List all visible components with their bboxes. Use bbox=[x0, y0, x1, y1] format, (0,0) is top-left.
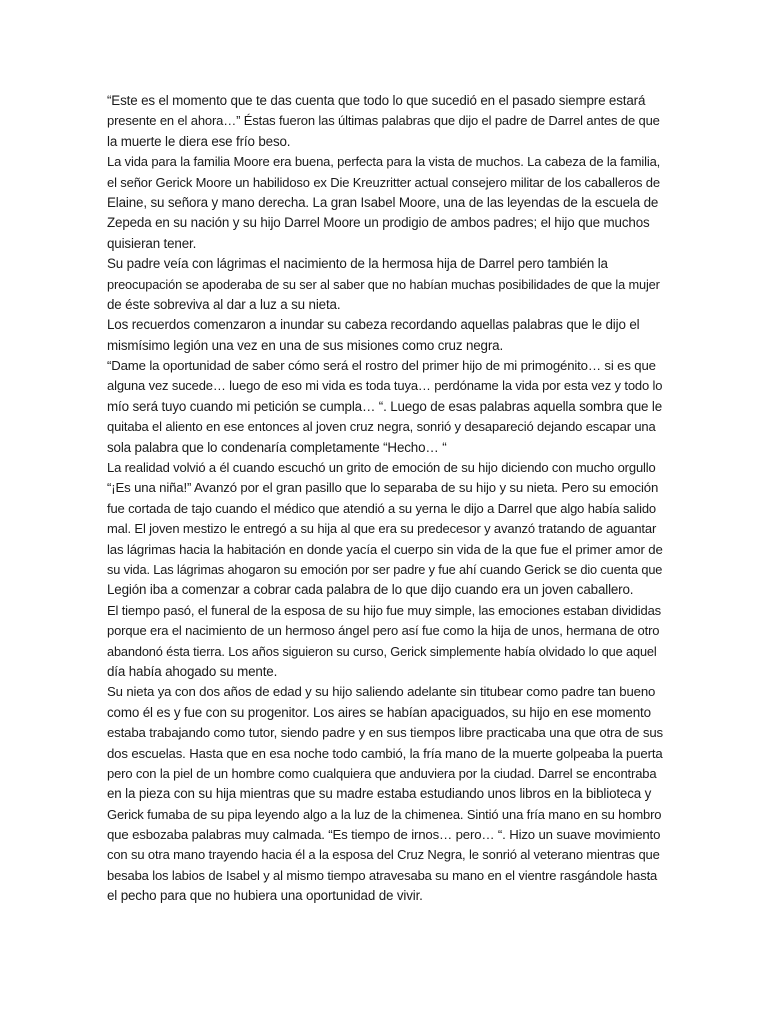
text-line: mismísimo legión una vez en una de sus misiones como cruz negra. bbox=[107, 337, 504, 353]
text-line: el señor Gerick Moore un habilidoso ex Die Kreuzritter actual consejero militar de los caballeros de bbox=[107, 174, 660, 190]
text-line: Gerick fumaba de su pipa leyendo algo a la luz de la chimenea. Sintió una fría mano en su hombro bbox=[107, 806, 662, 822]
text-line: mío será tuyo cuando mi petición se cumpla… “. Luego de esas palabras aquella sombra que le bbox=[107, 398, 663, 414]
text-line: Su padre veía con lágrimas el nacimiento de la hermosa hija de Darrel pero también la bbox=[107, 256, 608, 272]
text-line: el pecho para que no hubiera una oportunidad de vivir. bbox=[107, 888, 423, 904]
text-line: las lágrimas hacia la habitación en donde yacía el cuerpo sin vida de la que fue el primer amor de bbox=[107, 541, 663, 557]
text-line: Zepeda en su nación y su hijo Darrel Moore un prodigio de ambos padres; el hijo que muchos bbox=[107, 215, 650, 231]
text-line: dos escuelas. Hasta que en esa noche todo cambió, la fría mano de la muerte golpeaba la puerta bbox=[107, 745, 663, 761]
text-line: abandonó ésta tierra. Los años siguieron su curso, Gerick simplemente había olvidado lo que aquel bbox=[107, 643, 657, 659]
text-line: “¡Es una niña!” Avanzó por el gran pasillo que lo separaba de su hijo y su nieta. Pero su emoción bbox=[107, 480, 659, 496]
text-line: La realidad volvió a él cuando escuchó un grito de emoción de su hijo diciendo con mucho orgullo bbox=[107, 460, 656, 476]
document-body-text bbox=[107, 91, 663, 907]
text-line: sola palabra que lo condenaría completamente “Hecho… “ bbox=[107, 439, 447, 455]
text-line: Elaine, su señora y mano derecha. La gran Isabel Moore, una de las leyendas de la escuela de bbox=[107, 194, 659, 210]
text-line: en la pieza con su hija mientras que su madre estaba estudiando unos libros en la biblioteca y bbox=[107, 786, 652, 802]
text-line: El tiempo pasó, el funeral de la esposa de su hijo fue muy simple, las emociones estaban divididas bbox=[107, 602, 662, 618]
text-line: que esbozaba palabras muy calmada. “Es tiempo de irnos… pero… “. Hizo un suave movimiento bbox=[107, 827, 661, 843]
text-line: “Dame la oportunidad de saber cómo será el rostro del primer hijo de mi primogénito… si es que bbox=[107, 358, 656, 374]
text-line: su vida. Las lágrimas ahogaron su emoción por ser padre y fue ahí cuando Gerick se dio cuenta que bbox=[107, 561, 663, 577]
text-line: como él es y fue con su progenitor. Los aires se habían apaciguados, su hijo en ese momento bbox=[107, 704, 651, 720]
text-line: Los recuerdos comenzaron a inundar su cabeza recordando aquellas palabras que le dijo el bbox=[107, 317, 640, 333]
text-line: con su otra mano trayendo hacia él a la esposa del Cruz Negra, le sonrió al veterano mientras que bbox=[107, 847, 660, 863]
text-line: de éste sobreviva al dar a luz a su nieta. bbox=[107, 296, 341, 312]
text-line: porque era el nacimiento de un hermoso ángel pero así fue como la hija de unos, hermana de otro bbox=[107, 623, 660, 639]
text-line: besaba los labios de Isabel y al mismo tiempo atravesaba su mano en el vientre rasgándole hasta bbox=[107, 867, 658, 883]
text-line: fue cortada de tajo cuando el médico que atendió a su yerna le dijo a Darrel que algo había salido bbox=[107, 500, 657, 516]
text-line: “Este es el momento que te das cuenta que todo lo que sucedió en el pasado siempre estará bbox=[107, 93, 646, 108]
text-line: día había ahogado su mente. bbox=[107, 663, 278, 679]
text-line: estaba trabajando como tutor, siendo padre y en sus tiempos libre practicaba una que otra de sus bbox=[107, 725, 663, 741]
text-line: quitaba el aliento en ese entonces al joven cruz negra, sonrió y desapareció dejando escapar una bbox=[107, 419, 656, 435]
text-line: La vida para la familia Moore era buena, perfecta para la vista de muchos. La cabeza de la familia, bbox=[107, 154, 661, 170]
text-line: Su nieta ya con dos años de edad y su hijo saliendo adelante sin titubear como padre tan bueno bbox=[107, 684, 656, 700]
text-line: mal. El joven mestizo le entregó a su hija al que era su predecesor y avanzó tratando de aguantar bbox=[107, 521, 657, 537]
text-line: quisieran tener. bbox=[107, 235, 197, 251]
text-line: preocupación se apoderaba de su ser al saber que no habían muchas posibilidades de que la mujer bbox=[107, 276, 660, 292]
text-line: alguna vez sucede… luego de eso mi vida es toda tuya… perdóname la vida por esta vez y todo lo bbox=[107, 378, 663, 394]
text-line: la muerte le diera ese frío beso. bbox=[107, 133, 291, 149]
text-line: pero con la piel de un hombre como cualquiera que anduviera por la ciudad. Darrel se encontraba bbox=[107, 765, 657, 781]
text-line: presente en el ahora…” Éstas fueron las últimas palabras que dijo el padre de Darrel antes de que bbox=[107, 113, 660, 129]
text-line: Legión iba a comenzar a cobrar cada palabra de lo que dijo cuando era un joven caballero. bbox=[107, 582, 634, 598]
